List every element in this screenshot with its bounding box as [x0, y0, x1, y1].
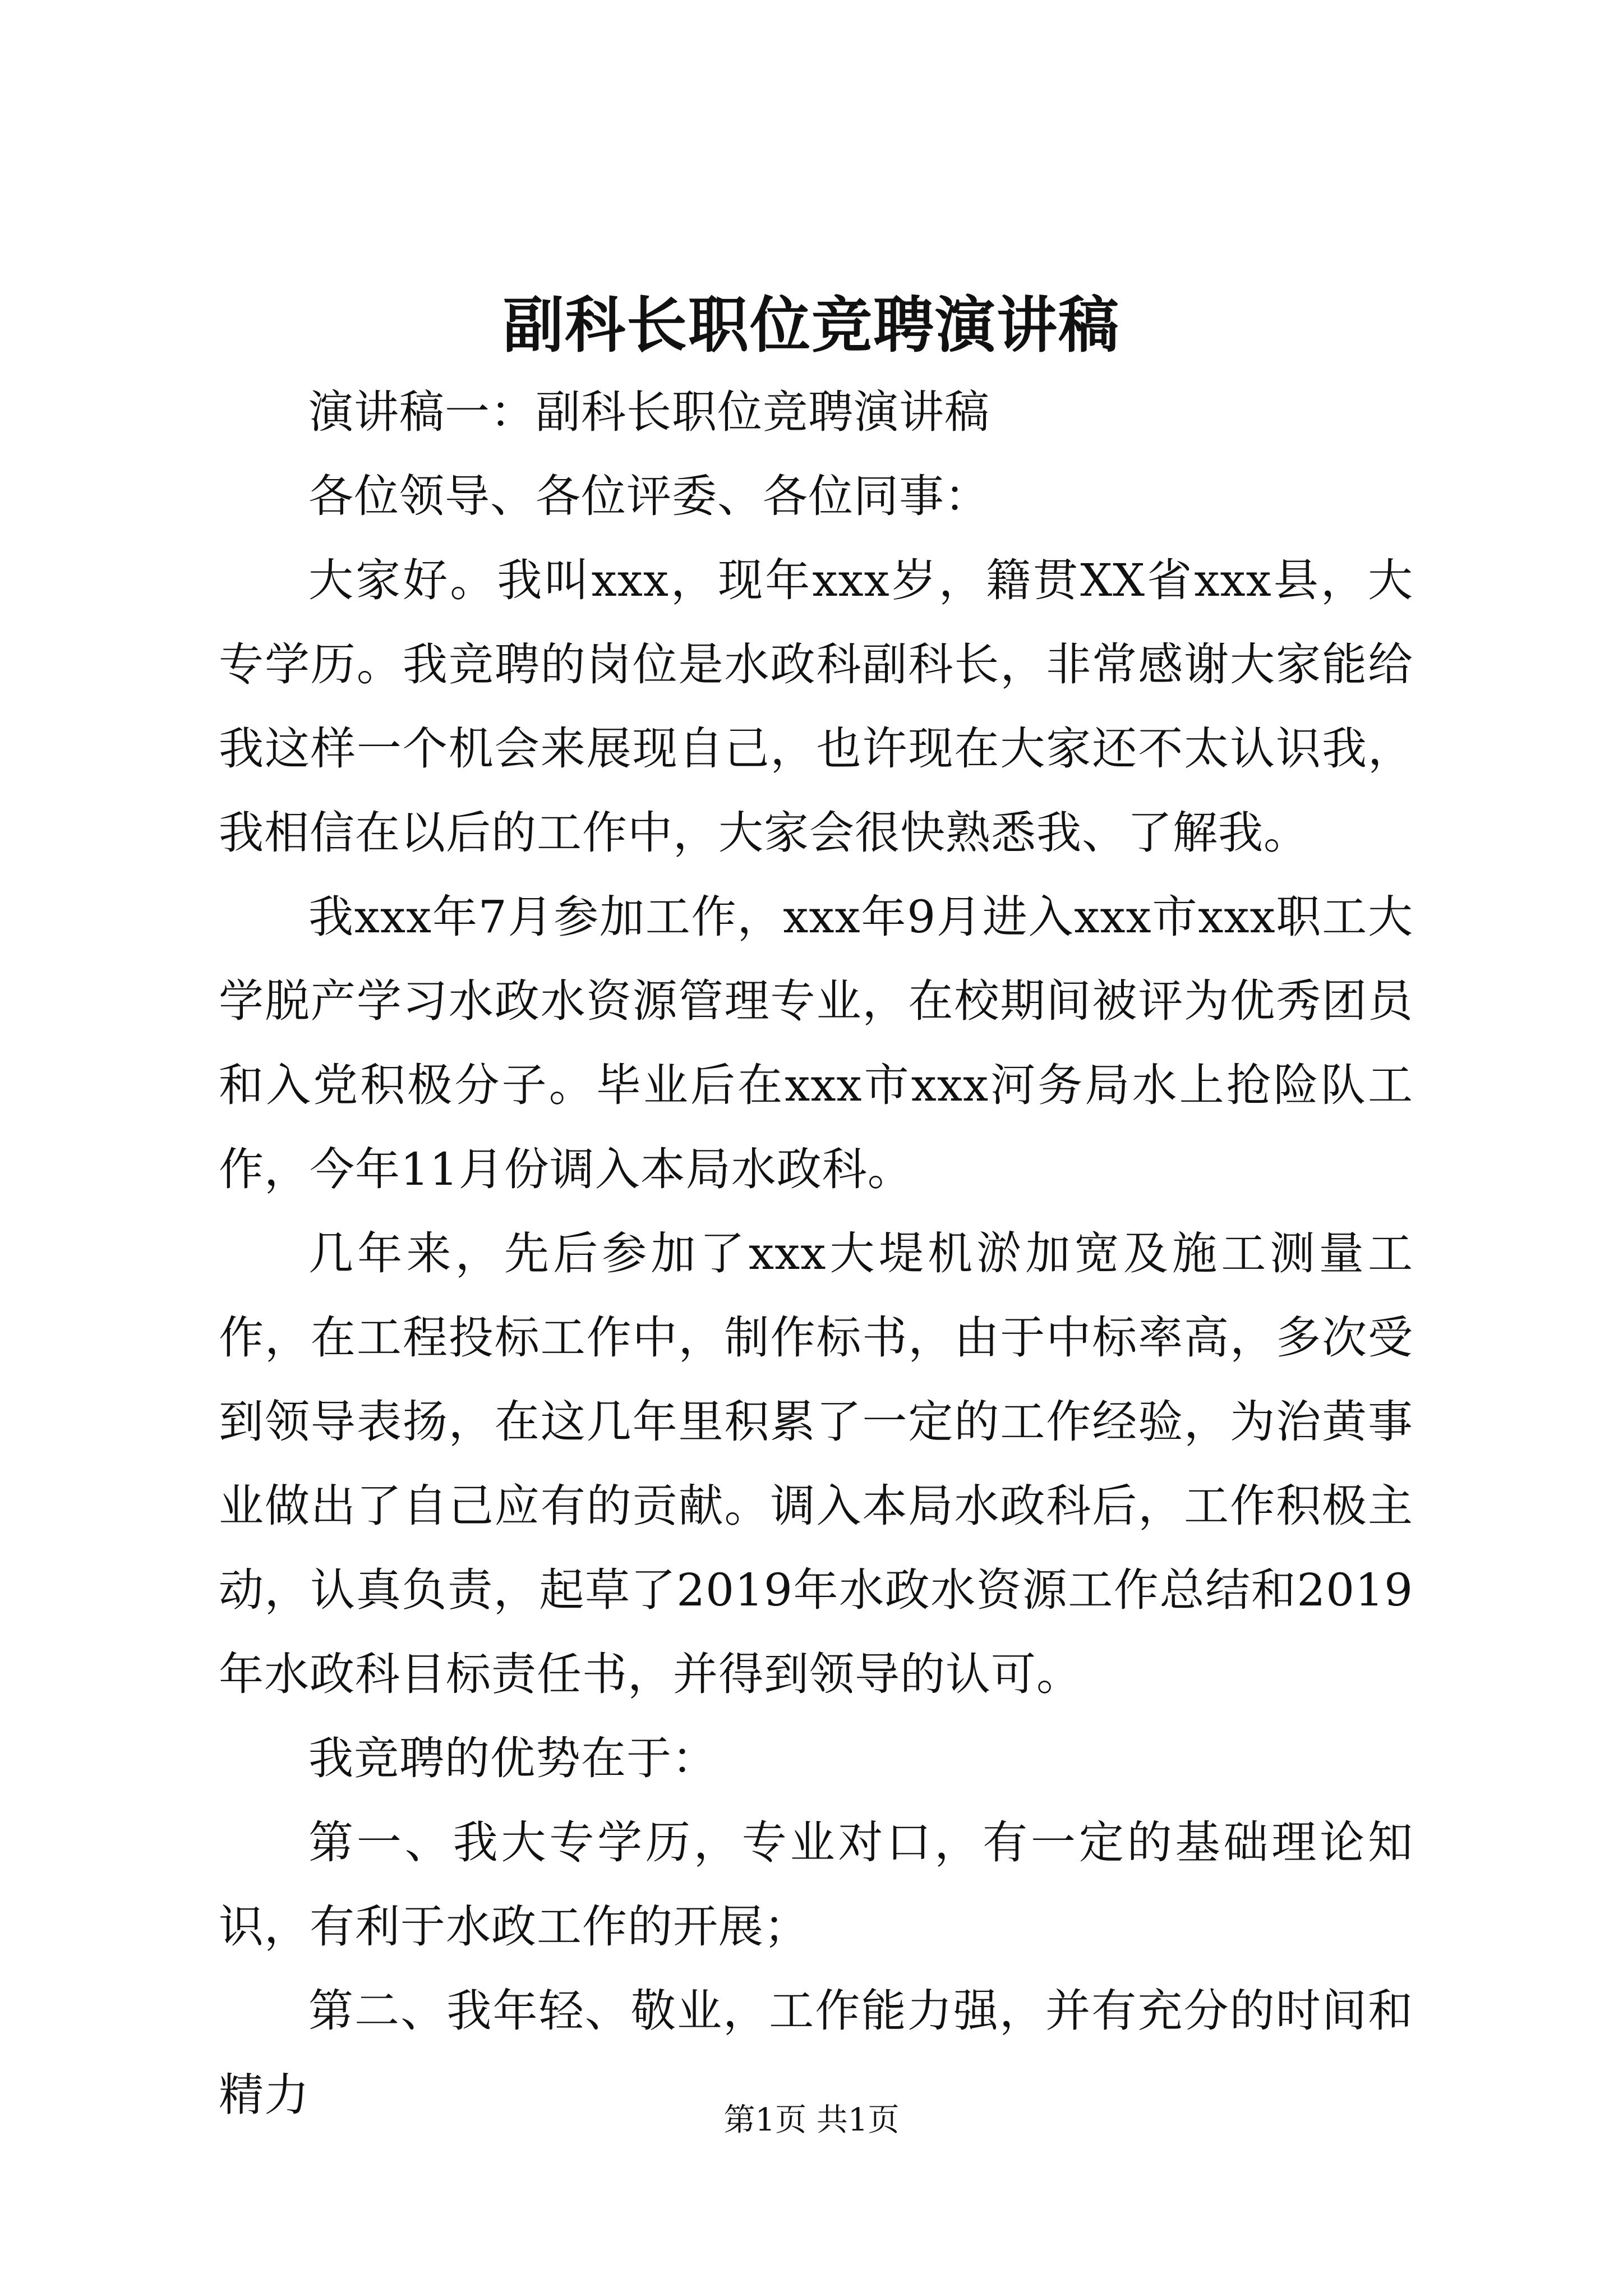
paragraph-advantages-intro: 我竞聘的优势在于： — [308, 1732, 717, 1784]
page-footer: 第1页 共1页 — [723, 2102, 900, 2138]
paragraph-work-history: 我xxx年7月参加工作，xxx年9月进入xxx市xxx职工大学脱产学习水政水资源管理专业，在校期间被评为优秀团员和入党积极分子。毕业后在xxx市xxx河务局水上抢险队工作，今年11月份调入本局水政科。 — [219, 891, 1413, 1195]
paragraph-salutation: 各位领导、各位评委、各位同事： — [308, 470, 990, 522]
paragraph-advantage-two: 第二、我年轻、敬业，工作能力强，并有充分的时间和精力 — [219, 1985, 1413, 2121]
paragraph-introduction: 大家好。我叫xxx，现年xxx岁，籍贯XX省xxx县，大专学历。我竞聘的岗位是水政科副科长，非常感谢大家能给我这样一个机会来展现自己，也许现在大家还不太认识我，我相信在以后的工作中，大家会很快熟悉我、了解我。 — [219, 554, 1413, 859]
paragraph-advantage-one: 第一、我大专学历，专业对口，有一定的基础理论知识，有利于水政工作的开展； — [219, 1816, 1413, 1953]
paragraph-experience: 几年来，先后参加了xxx大堤机淤加宽及施工测量工作，在工程投标工作中，制作标书，由于中标率高，多次受到领导表扬，在这几年里积累了一定的工作经验，为治黄事业做出了自己应有的贡献。调入本局水政科后，工作积极主动，认真负责，起草了2019年水政水资源工作总结和2019年水政科目标责任书，并得到领导的认可。 — [219, 1227, 1413, 1700]
document-body — [219, 370, 1413, 2137]
paragraph-heading: 演讲稿一：副科长职位竞聘演讲稿 — [308, 386, 990, 438]
document-title: 副科长职位竞聘演讲稿 — [502, 290, 1120, 361]
